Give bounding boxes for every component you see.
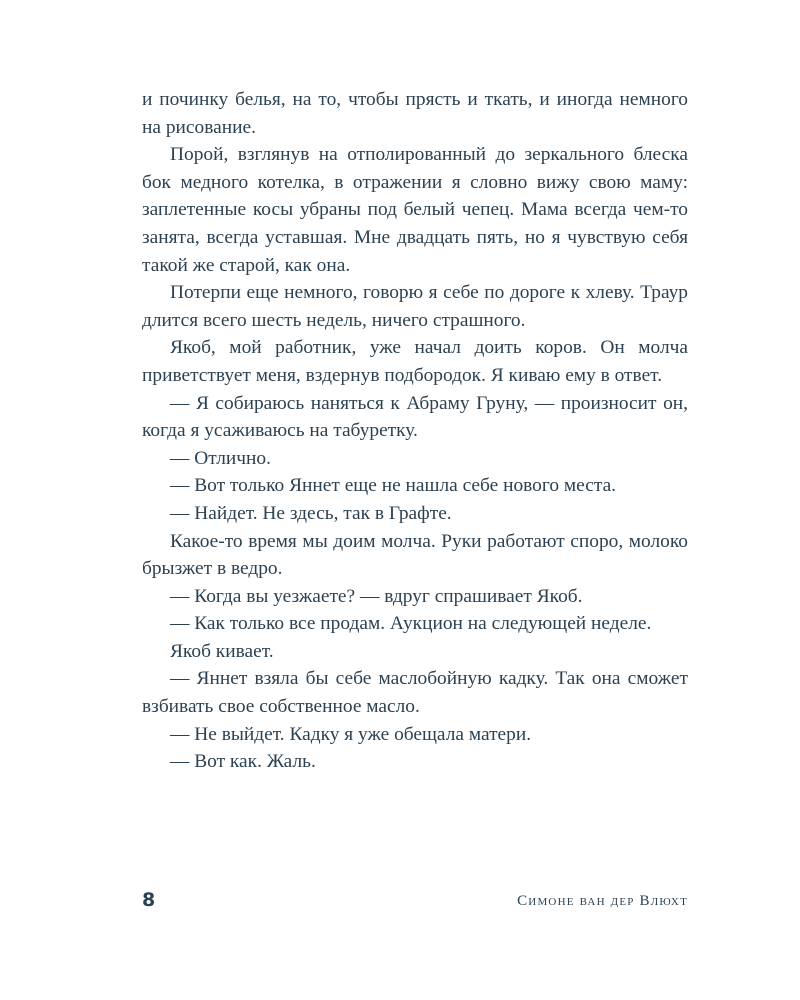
dialogue-line: — Как только все продам. Аукцион на следующей неделе. — [170, 613, 652, 635]
dialogue-line: — Вот как. Жаль. — [170, 751, 316, 773]
dialogue-line: — Я собираюсь наняться к Абраму Груну, — произносит он, когда я усаживаюсь на табуретку. — [142, 392, 688, 442]
dialogue-line: — Вот только Яннет еще не нашла себе нового места. — [170, 475, 617, 497]
paragraph: Порой, взглянув на отполированный до зеркального блеска бок медного котелка, в отражении я словно вижу свою маму: заплетенные косы убраны под белый чепец. Мама всегда чем-то занята, всегда уставшая. Мне двадцать пять, но я чувствую себя такой же старой, как она. — [142, 144, 688, 276]
dialogue-line: — Найдет. Не здесь, так в Графте. — [170, 502, 452, 524]
paragraph: Какое-то время мы доим молча. Руки работают споро, молоко брызжет в ведро. — [142, 530, 688, 580]
dialogue-line: — Когда вы уезжаете? — вдруг спрашивает Якоб. — [170, 585, 583, 607]
paragraph: Потерпи еще немного, говорю я себе по дороге к хлеву. Траур длится всего шесть недель, ничего страшного. — [142, 282, 688, 331]
running-head-author: Симоне ван дер Влюхт — [517, 893, 688, 909]
page-footer — [142, 886, 688, 914]
paragraph: Якоб кивает. — [170, 640, 274, 662]
dialogue-line: — Яннет взяла бы себе маслобойную кадку. Так она сможет взбивать свое собственное масло. — [142, 668, 688, 718]
dialogue-line: — Отлично. — [170, 447, 271, 469]
page-number: 8 — [142, 889, 156, 911]
paragraph-continuation: и починку белья, на то, чтобы прясть и ткать, и иногда немного на рисование. — [142, 89, 688, 138]
dialogue-line: — Не выйдет. Кадку я уже обещала матери. — [170, 723, 532, 745]
body-text — [142, 86, 688, 776]
paragraph: Якоб, мой работник, уже начал доить коров. Он молча приветствует меня, вздернув подбородок. Я киваю ему в ответ. — [142, 337, 688, 386]
